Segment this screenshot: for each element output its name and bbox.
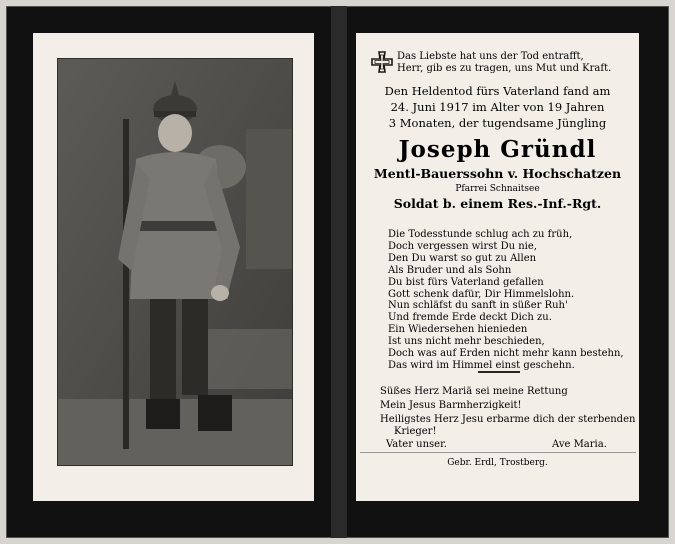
occupation-line: Mentl-Bauerssohn v. Hochschatzen <box>373 166 622 181</box>
poem-line: Du bist fürs Vaterland gefallen <box>388 276 544 288</box>
poem-line: Nun schläfst du sanft in süßer Ruh' <box>388 300 568 312</box>
closing-left: Vater unser. <box>386 439 447 450</box>
closing-right: Ave Maria. <box>552 439 607 450</box>
poem-line: Das wird im Himmel einst geschehn. <box>388 359 575 371</box>
prayer-line-1: Süßes Herz Mariä sei meine Rettung <box>380 386 568 397</box>
poem-line: Ist uns nicht mehr beschieden, <box>388 336 545 348</box>
prayer-line-2: Mein Jesus Barmherzigkeit! <box>380 400 522 411</box>
intro-line-1: Den Heldentod fürs Vaterland fand am <box>384 84 611 98</box>
divider-rule <box>478 371 520 373</box>
poem-line: Und fremde Erde deckt Dich zu. <box>388 312 552 324</box>
motto-line-2: Herr, gib es zu tragen, uns Mut und Kraft. <box>397 63 612 74</box>
poem-line: Den Du warst so gut zu Allen <box>388 252 537 264</box>
soldier-figure <box>58 59 292 465</box>
intro-line-2: 24. Juni 1917 im Alter von 19 Jahren <box>390 100 605 114</box>
poem-line: Die Todesstunde schlug ach zu früh, <box>388 229 573 240</box>
iron-cross-icon <box>371 51 393 73</box>
prayer-line-4: Krieger! <box>394 426 437 437</box>
poem-line: Doch was auf Erden nicht mehr kann bestehn, <box>388 348 624 360</box>
poem-line: Als Bruder und als Sohn <box>388 264 512 276</box>
printer-divider <box>360 452 636 453</box>
motto-line-1: Das Liebste hat uns der Tod entrafft, <box>397 51 584 62</box>
poem-line: Doch vergessen wirst Du nie, <box>388 240 537 252</box>
poem-block <box>388 229 624 372</box>
intro-line-3: 3 Monaten, der tugendsame Jüngling <box>388 116 607 130</box>
parish-line: Pfarrei Schnaitsee <box>455 184 540 194</box>
regiment-line: Soldat b. einem Res.-Inf.-Rgt. <box>393 196 602 211</box>
poem-line: Ein Wiedersehen hienieden <box>388 324 528 336</box>
poem-line: Gott schenk dafür, Dir Himmelslohn. <box>388 288 575 300</box>
prayer-line-3: Heiligstes Herz Jesu erbarme dich der sterbenden <box>380 414 636 425</box>
deceased-name: Joseph Gründl <box>398 136 597 163</box>
card-fold <box>331 6 347 538</box>
soldier-photo <box>57 58 293 466</box>
printer-credit: Gebr. Erdl, Trostberg. <box>447 458 548 468</box>
